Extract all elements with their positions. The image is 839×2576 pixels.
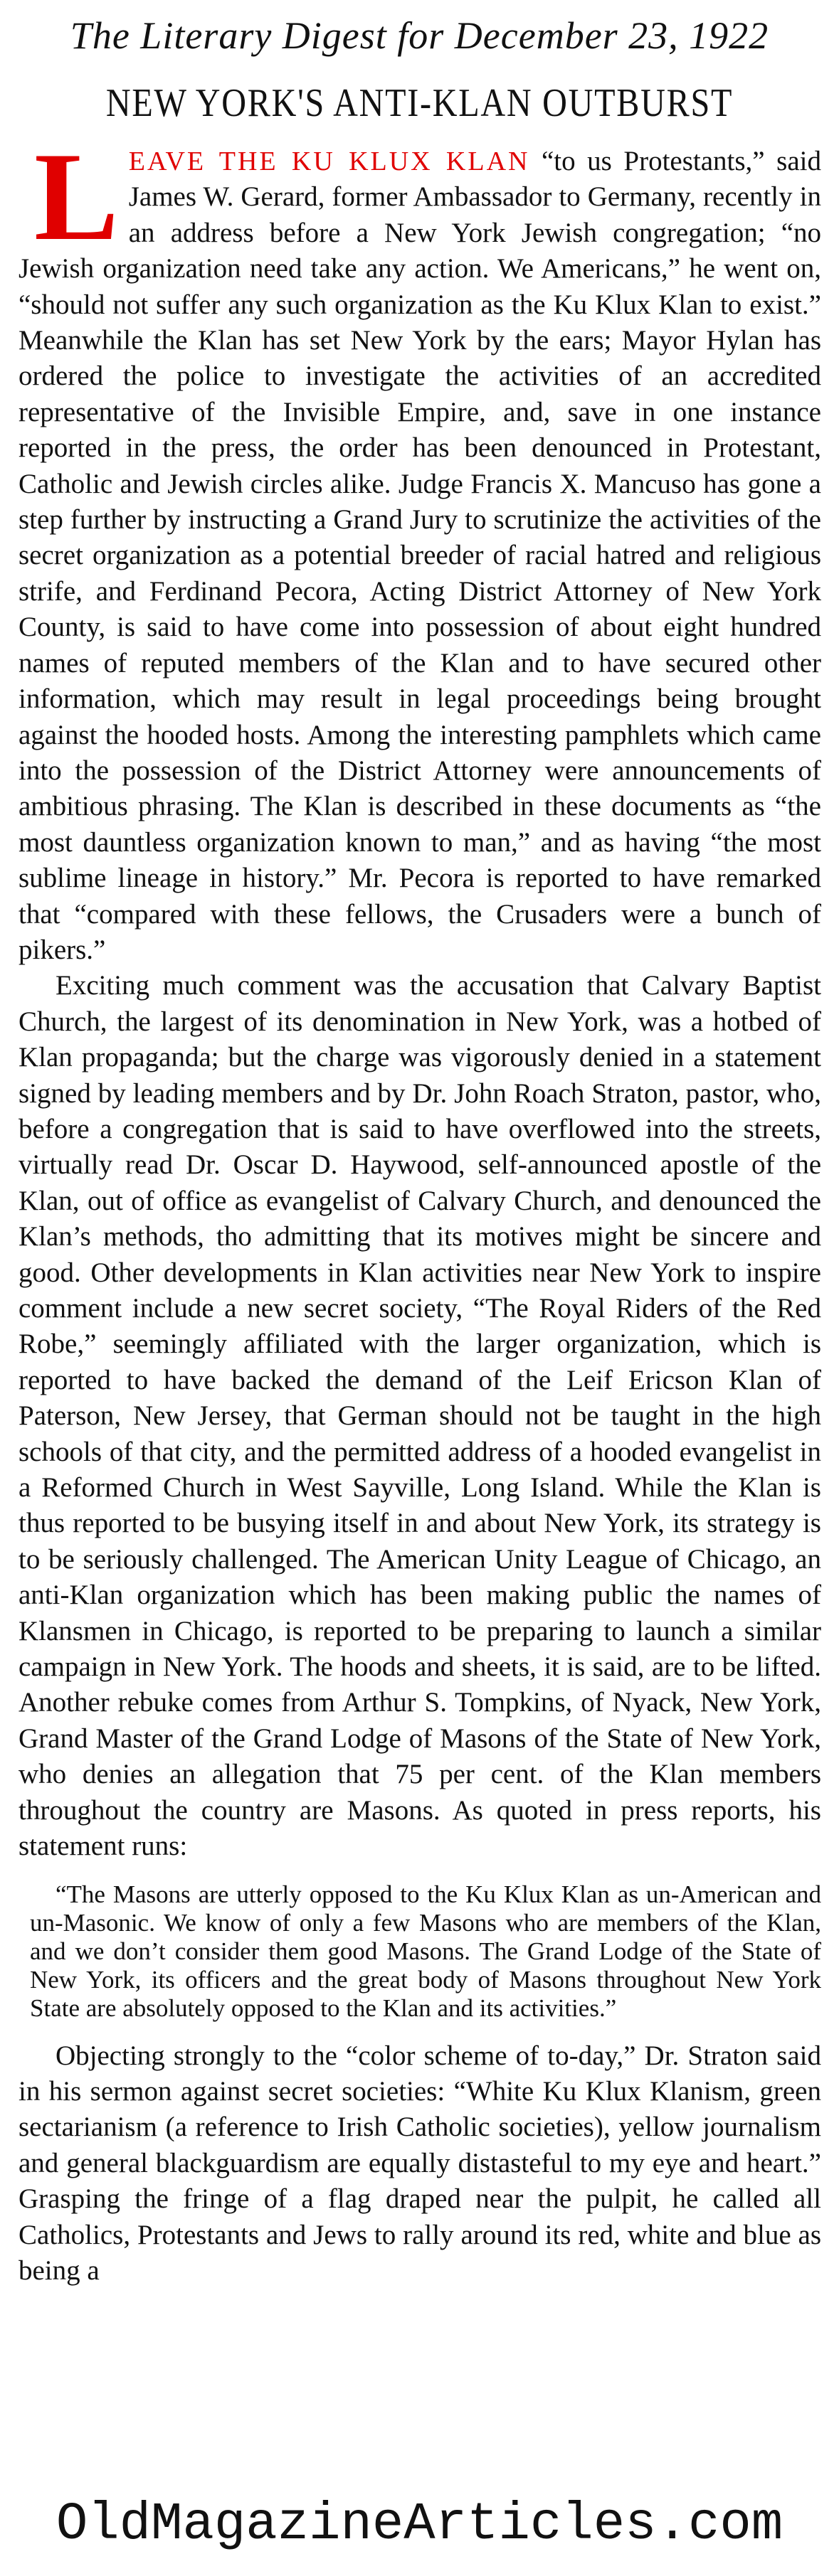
magazine-masthead: The Literary Digest for December 23, 1922 [70,14,769,57]
blockquote-masons-statement: “The Masons are utterly opposed to the Ku Klux Klan as un-American and un-Masonic. We know of only a few Masons who are members of the Klan, and we don’t consider them good Masons. The Grand Lodge of the State of New York, its officers and the great body of Masons throughout New York State are absolutely opposed to the Klan and its activities.” [30,1880,821,2022]
drop-cap: L [34,126,119,267]
paragraph-1-text: “to us Protestants,” said James W. Gerard, former Ambassador to Germany, recently in an address before a New York Jewish congregation; “no Jewish organization need take any action. We Americans,” he went on, “should not suffer any such organization as the Ku Klux Klan to exist.” Meanwhile the Klan has set New York by the ears; Mayor Hylan has ordered the police to investigate the activities of an accredited representative of the Invisible Empire, and, save in one instance reported in the press, the order has been denounced in Protestant, Catholic and Jewish circles alike. Judge Francis X. Mancuso has gone a step further by instructing a Grand Jury to scrutinize the activities of the secret organization as a potential breeder of racial hatred and religious strife, and Ferdinand Pecora, Acting District Attorney of New York County, is said to have come into possession of about eight hundred names of reputed members of the Klan and to have secured other information, which may result in legal proceedings being brought against the hooded hosts. Among the interesting pamphlets which came into the possession of the District Attorney were announcements of ambitious phrasing. The Klan is described in these documents as “the most dauntless organization known to man,” and as having “the most sublime lineage in history.” Mr. Pecora is reported to have remarked that “compared with these fellows, the Crusaders were a bunch of pikers.” [19,146,821,965]
paragraph-3: Objecting strongly to the “color scheme of to-day,” Dr. Straton said in his sermon against secret societies: “White Ku Klux Klanism, green sectarianism (a reference to Irish Catholic societies), yellow journalism and general blackguardism are equally distasteful to my eye and heart.” Grasping the fringe of a flag draped near the pulpit, he called all Catholics, Protestants and Jews to rally around its red, white and blue as being a [19,2040,821,2286]
article-headline: NEW YORK'S ANTI-KLAN OUTBURST [105,81,734,125]
lead-in-caps: EAVE THE KU KLUX KLAN [128,147,530,176]
article-body [19,126,821,2289]
paragraph-1 [19,126,821,968]
paragraph-2: Exciting much comment was the accusation that Calvary Baptist Church, the largest of its denomination in New York, was a hotbed of Klan propaganda; but the charge was vigorously denied in a statement signed by leading members and by Dr. John Roach Straton, pastor, who, before a congregation that is said to have overflowed into the streets, virtually read Dr. Oscar D. Haywood, self-announced apostle of the Klan, out of office as evangelist of Calvary Church, and denounced the Klan’s methods, tho admitting that its motives might be sincere and good. Other developments in Klan activities near New York to inspire comment include a new secret society, “The Royal Riders of the Red Robe,” seemingly affiliated with the larger organization, which is reported to have backed the demand of the Leif Ericson Klan of Paterson, New Jersey, that German should not be taught in the high schools of that city, and the permitted address of a hooded evangelist in a Reformed Church in West Sayville, Long Island. While the Klan is thus reported to be busying itself in and about New York, its strategy is to be seriously challenged. The American Unity League of Chicago, an anti-Klan organization which has been making public the names of Klansmen in Chicago, is reported to be preparing to launch a similar campaign in New York. The hoods and sheets, it is said, are to be lifted. Another rebuke comes from Arthur S. Tompkins, of Nyack, New York, Grand Master of the Grand Lodge of Masons of the State of New York, who denies an allegation that 75 per cent. of the Klan members throughout the country are Masons. As quoted in press reports, his statement runs: [19,970,821,1862]
site-watermark: OldMagazineArticles.com [56,2495,783,2555]
